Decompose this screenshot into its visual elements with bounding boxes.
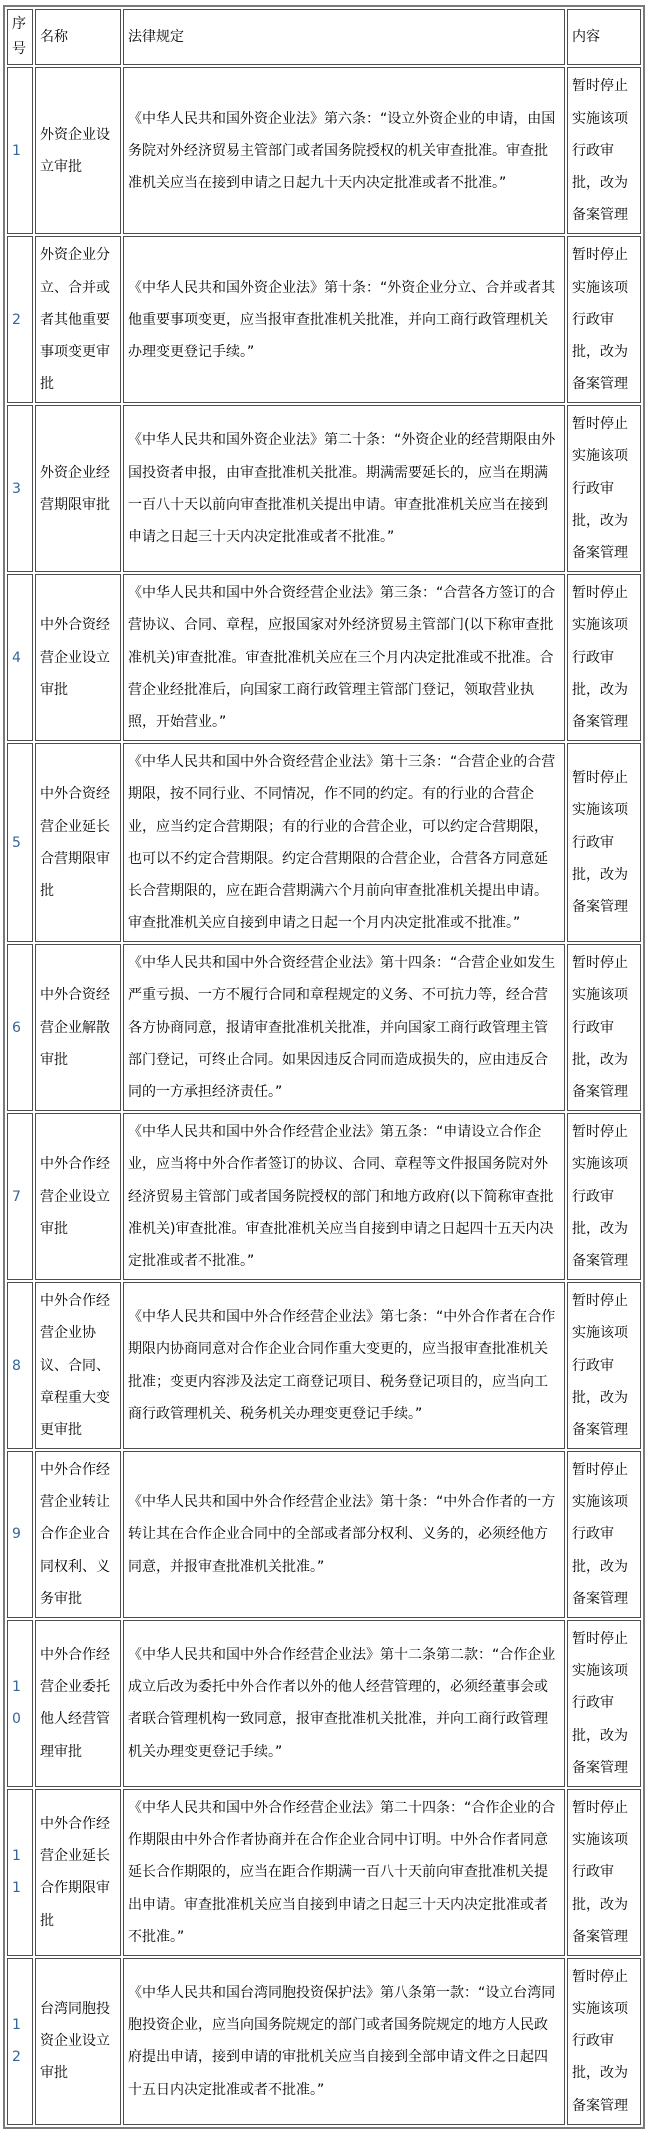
table-row (7, 236, 641, 403)
row-serial-number: 3 (7, 405, 33, 572)
header-cell-name: 名称 (35, 9, 121, 65)
decision-content: 暂时停止实施该项行政审批，改为备案管理 (567, 944, 641, 1111)
table-row (7, 67, 641, 234)
decision-content: 暂时停止实施该项行政审批，改为备案管理 (567, 67, 641, 234)
table-row (7, 1451, 641, 1618)
approval-item-name: 外资企业经营期限审批 (35, 405, 121, 572)
table-row (7, 1113, 641, 1280)
table-row (7, 1620, 641, 1787)
row-serial-number: 11 (7, 1789, 33, 1956)
decision-content: 暂时停止实施该项行政审批，改为备案管理 (567, 1789, 641, 1956)
row-serial-number: 7 (7, 1113, 33, 1280)
approval-items-table (3, 5, 645, 2129)
approval-item-name: 中外合作经营企业延长合作期限审批 (35, 1789, 121, 1956)
approval-item-name: 中外合资经营企业延长合营期限审批 (35, 743, 121, 942)
row-serial-number: 4 (7, 574, 33, 741)
legal-provision-text: 《中华人民共和国中外合资经营企业法》第三条：“合营各方签订的合营协议、合同、章程，应报国家对外经济贸易主管部门(以下称审查批准机关)审查批准。审查批准机关应在三个月内决定批准或不批准。合营企业经批准后，向国家工商行政管理主管部门登记，领取营业执照，开始营业。” (123, 574, 565, 741)
table-header-row (7, 9, 641, 65)
header-cell-serial-number: 序号 (7, 9, 33, 65)
legal-provision-text: 《中华人民共和国中外合作经营企业法》第十二条第二款：“合作企业成立后改为委托中外合作者以外的他人经营管理的，必须经董事会或者联合管理机构一致同意，报审查批准机关批准，并向工商行政管理机关办理变更登记手续。” (123, 1620, 565, 1787)
legal-provision-text: 《中华人民共和国中外合作经营企业法》第十条：“中外合作者的一方转让其在合作企业合同中的全部或者部分权利、义务的，必须经他方同意，并报审查批准机关批准。” (123, 1451, 565, 1618)
decision-content: 暂时停止实施该项行政审批，改为备案管理 (567, 1451, 641, 1618)
table-row (7, 1282, 641, 1449)
row-serial-number: 9 (7, 1451, 33, 1618)
decision-content: 暂时停止实施该项行政审批，改为备案管理 (567, 236, 641, 403)
table-row (7, 944, 641, 1111)
decision-content: 暂时停止实施该项行政审批，改为备案管理 (567, 1113, 641, 1280)
row-serial-number: 10 (7, 1620, 33, 1787)
legal-provision-text: 《中华人民共和国外资企业法》第二十条：“外资企业的经营期限由外国投资者申报，由审查批准机关批准。期满需要延长的，应当在期满一百八十天以前向审查批准机关提出申请。审查批准机关应当在接到申请之日起三十天内决定批准或者不批准。” (123, 405, 565, 572)
legal-provision-text: 《中华人民共和国中外合作经营企业法》第五条：“申请设立合作企业，应当将中外合作者签订的协议、合同、章程等文件报国务院对外经济贸易主管部门或者国务院授权的部门和地方政府(以下简称审查批准机关)审查批准。审查批准机关应当自接到申请之日起四十五天内决定批准或者不批准。” (123, 1113, 565, 1280)
approval-item-name: 中外合作经营企业协议、合同、章程重大变更审批 (35, 1282, 121, 1449)
approval-item-name: 台湾同胞投资企业设立审批 (35, 1958, 121, 2125)
row-serial-number: 5 (7, 743, 33, 942)
legal-provision-text: 《中华人民共和国中外合作经营企业法》第二十四条：“合作企业的合作期限由中外合作者协商并在合作企业合同中订明。中外合作者同意延长合作期限的，应当在距合作期满一百八十天前向审查批准机关提出申请。审查批准机关应当自接到申请之日起三十天内决定批准或者不批准。” (123, 1789, 565, 1956)
decision-content: 暂时停止实施该项行政审批，改为备案管理 (567, 1282, 641, 1449)
table-row (7, 743, 641, 942)
legal-provision-text: 《中华人民共和国外资企业法》第十条：“外资企业分立、合并或者其他重要事项变更，应当报审查批准机关批准，并向工商行政管理机关办理变更登记手续。” (123, 236, 565, 403)
table-row (7, 574, 641, 741)
legal-provision-text: 《中华人民共和国中外合作经营企业法》第七条：“中外合作者在合作期限内协商同意对合作企业合同作重大变更的，应当报审查批准机关批准；变更内容涉及法定工商登记项目、税务登记项目的，应当向工商行政管理机关、税务机关办理变更登记手续。” (123, 1282, 565, 1449)
row-serial-number: 6 (7, 944, 33, 1111)
legal-provision-text: 《中华人民共和国台湾同胞投资保护法》第八条第一款：“设立台湾同胞投资企业，应当向国务院规定的部门或者国务院规定的地方人民政府提出申请，接到申请的审批机关应当自接到全部申请文件之日起四十五日内决定批准或者不批准。” (123, 1958, 565, 2125)
decision-content: 暂时停止实施该项行政审批，改为备案管理 (567, 743, 641, 942)
table-row (7, 405, 641, 572)
header-cell-content: 内容 (567, 9, 641, 65)
row-serial-number: 12 (7, 1958, 33, 2125)
approval-item-name: 中外合作经营企业转让合作企业合同权利、义务审批 (35, 1451, 121, 1618)
decision-content: 暂时停止实施该项行政审批，改为备案管理 (567, 405, 641, 572)
row-serial-number: 1 (7, 67, 33, 234)
legal-provision-text: 《中华人民共和国中外合资经营企业法》第十四条：“合营企业如发生严重亏损、一方不履行合同和章程规定的义务、不可抗力等，经合营各方协商同意，报请审查批准机关批准，并向国家工商行政管理主管部门登记，可终止合同。如果因违反合同而造成损失的，应由违反合同的一方承担经济责任。” (123, 944, 565, 1111)
header-cell-legal-provision: 法律规定 (123, 9, 565, 65)
decision-content: 暂时停止实施该项行政审批，改为备案管理 (567, 1958, 641, 2125)
approval-item-name: 中外合作经营企业委托他人经营管理审批 (35, 1620, 121, 1787)
decision-content: 暂时停止实施该项行政审批，改为备案管理 (567, 1620, 641, 1787)
approval-item-name: 中外合作经营企业设立审批 (35, 1113, 121, 1280)
legal-provision-text: 《中华人民共和国外资企业法》第六条：“设立外资企业的申请，由国务院对外经济贸易主管部门或者国务院授权的机关审查批准。审查批准机关应当在接到申请之日起九十天内决定批准或者不批准。” (123, 67, 565, 234)
row-serial-number: 8 (7, 1282, 33, 1449)
table-row (7, 1958, 641, 2125)
decision-content: 暂时停止实施该项行政审批，改为备案管理 (567, 574, 641, 741)
approval-item-name: 中外合资经营企业解散审批 (35, 944, 121, 1111)
table-row (7, 1789, 641, 1956)
approval-item-name: 外资企业设立审批 (35, 67, 121, 234)
approval-item-name: 外资企业分立、合并或者其他重要事项变更审批 (35, 236, 121, 403)
approval-item-name: 中外合资经营企业设立审批 (35, 574, 121, 741)
approval-table-body (7, 9, 641, 2125)
row-serial-number: 2 (7, 236, 33, 403)
legal-provision-text: 《中华人民共和国中外合资经营企业法》第十三条：“合营企业的合营期限，按不同行业、不同情况，作不同的约定。有的行业的合营企业，应当约定合营期限；有的行业的合营企业，可以约定合营期限，也可以不约定合营期限。约定合营期限的合营企业，合营各方同意延长合营期限的，应在距合营期满六个月前向审查批准机关提出申请。审查批准机关应自接到申请之日起一个月内决定批准或不批准。” (123, 743, 565, 942)
